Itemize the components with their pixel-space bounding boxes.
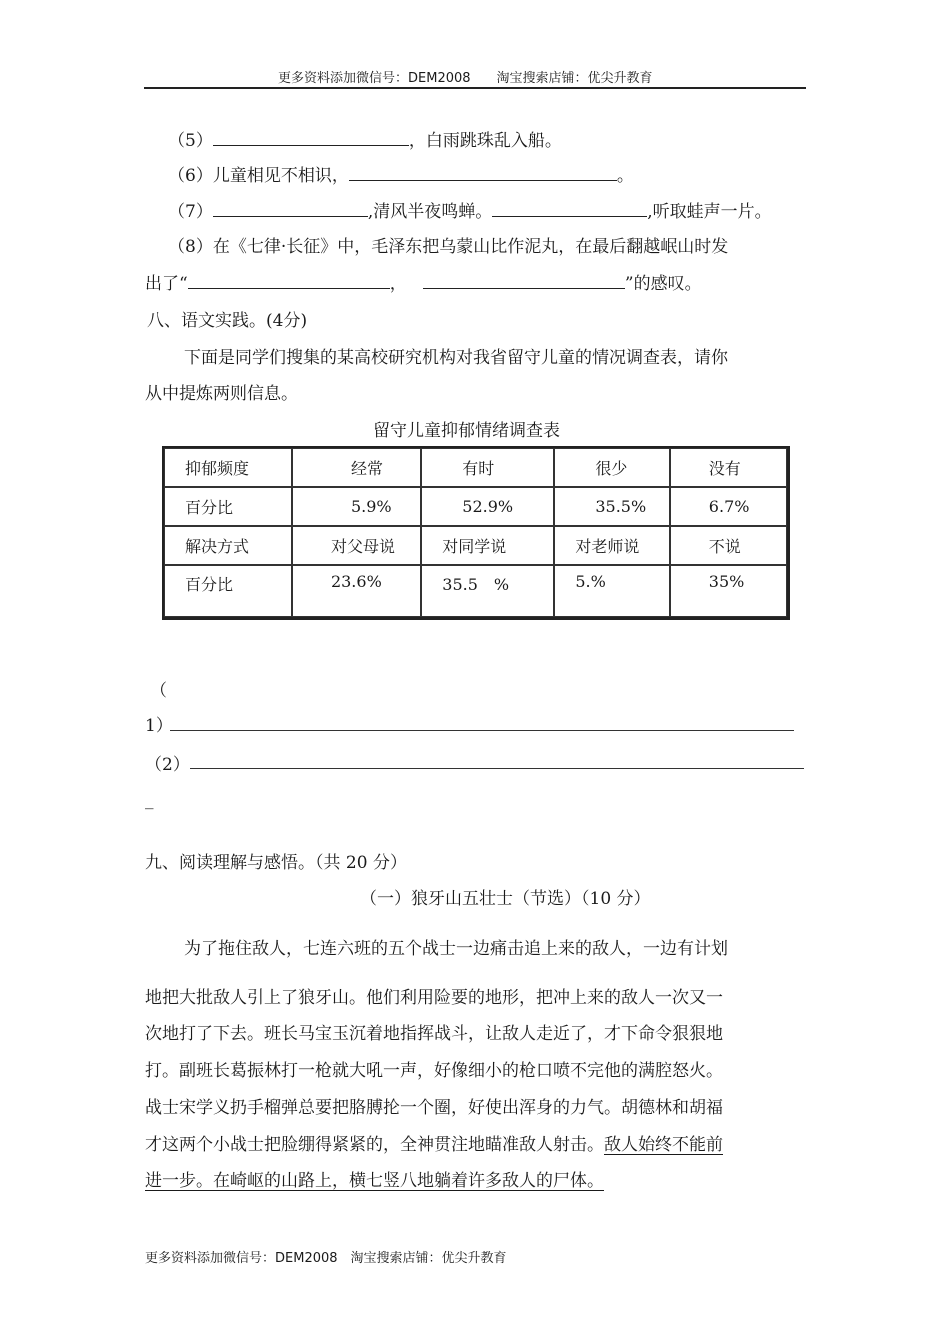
table-cell: 35% <box>670 565 787 617</box>
table-row <box>164 565 787 617</box>
table-cell: 对父母说 <box>292 526 421 565</box>
table-cell: 有时 <box>421 448 554 487</box>
section-9-title: 九、阅读理解与感悟。（共 20 分） <box>145 853 407 873</box>
table-cell: 抑郁频度 <box>164 448 292 487</box>
table-cell: 对同学说 <box>421 526 554 565</box>
question-8-line2: 出了“ ， ”的感叹。 <box>145 269 702 294</box>
paragraph-line: 次地打了下去。班长马宝玉沉着地指挥战斗，让敌人走近了，才下命令狠狠地 <box>145 1024 723 1044</box>
q6-blank[interactable] <box>349 162 617 181</box>
table-cell: 35.5 % <box>421 565 554 617</box>
question-6: （6）儿童相见不相识， 。 <box>168 161 634 186</box>
table-cell: 没有 <box>670 448 787 487</box>
underlined-sentence: 敌人始终不能前 <box>604 1135 723 1155</box>
question-5: （5） ，白雨跳珠乱入船。 <box>168 126 562 151</box>
table-cell: 经常 <box>292 448 421 487</box>
section-9-subtitle: （一）狼牙山五壮士（节选）（10 分） <box>360 889 651 909</box>
table-cell: 百分比 <box>164 565 292 617</box>
page-header: 更多资料添加微信号：DEM2008 淘宝搜索店铺：优尖升教育 <box>278 71 653 86</box>
table-cell: 5.% <box>554 565 669 617</box>
table-cell: 对老师说 <box>554 526 669 565</box>
page-footer: 更多资料添加微信号：DEM2008 淘宝搜索店铺：优尖升教育 <box>145 1251 507 1266</box>
table-cell: 23.6% <box>292 565 421 617</box>
paragraph-line: 打。副班长葛振林打一枪就大吼一声，好像细小的枪口喷不完他的满腔怒火。 <box>145 1061 723 1081</box>
paragraph-line: 才这两个小战士把脸绷得紧紧的，全神贯注地瞄准敌人射击。敌人始终不能前 <box>145 1135 723 1155</box>
question-7: （7） ,清风半夜鸣蝉。 ,听取蛙声一片。 <box>168 197 772 222</box>
paragraph-line <box>145 1166 604 1191</box>
answer-2-tail: _ <box>145 790 154 810</box>
paragraph-line: 地把大批敌人引上了狼牙山。他们利用险要的地形，把冲上来的敌人一次又一 <box>145 988 723 1008</box>
answer-1-label: 1） <box>145 716 173 736</box>
table-row <box>164 526 787 565</box>
q8-blank-1[interactable] <box>188 270 390 289</box>
q8-blank-2[interactable] <box>423 270 625 289</box>
section-8-intro-2: 从中提炼两则信息。 <box>145 384 298 404</box>
answer-1-line[interactable] <box>170 730 794 731</box>
survey-table <box>162 446 790 620</box>
section-8-intro-1: 下面是同学们搜集的某高校研究机构对我省留守儿童的情况调查表，请你 <box>184 348 728 368</box>
q5-blank[interactable] <box>213 127 409 146</box>
table-cell: 6.7% <box>670 487 787 526</box>
underlined-sentence: 进一步。在崎岖的山路上，横七竖八地躺着许多敌人的尸体。 <box>145 1171 604 1191</box>
header-rule <box>144 87 806 89</box>
paragraph-line: 战士宋学义扔手榴弹总要把胳膊抡一个圈，好使出浑身的力气。胡德林和胡福 <box>145 1098 723 1118</box>
table-cell: 52.9% <box>421 487 554 526</box>
table-title: 留守儿童抑郁情绪调查表 <box>373 421 560 441</box>
table-cell: 很少 <box>554 448 669 487</box>
table-row <box>164 487 787 526</box>
section-8-title: 八、语文实践。(4分) <box>147 311 308 331</box>
q7-blank-2[interactable] <box>492 198 647 217</box>
answer-2-line[interactable] <box>190 768 804 769</box>
table-cell: 35.5% <box>554 487 669 526</box>
answer-2-label: （2） <box>145 755 190 775</box>
answer-1-open: （ <box>150 681 167 701</box>
table-cell: 不说 <box>670 526 787 565</box>
q7-blank-1[interactable] <box>213 198 368 217</box>
table-cell: 5.9% <box>292 487 421 526</box>
question-8-line1: （8）在《七律·长征》中，毛泽东把乌蒙山比作泥丸，在最后翻越岷山时发 <box>168 237 729 257</box>
table-cell: 百分比 <box>164 487 292 526</box>
paragraph-line: 为了拖住敌人，七连六班的五个战士一边痛击追上来的敌人，一边有计划 <box>184 939 728 959</box>
table-row <box>164 448 787 487</box>
table-cell: 解决方式 <box>164 526 292 565</box>
